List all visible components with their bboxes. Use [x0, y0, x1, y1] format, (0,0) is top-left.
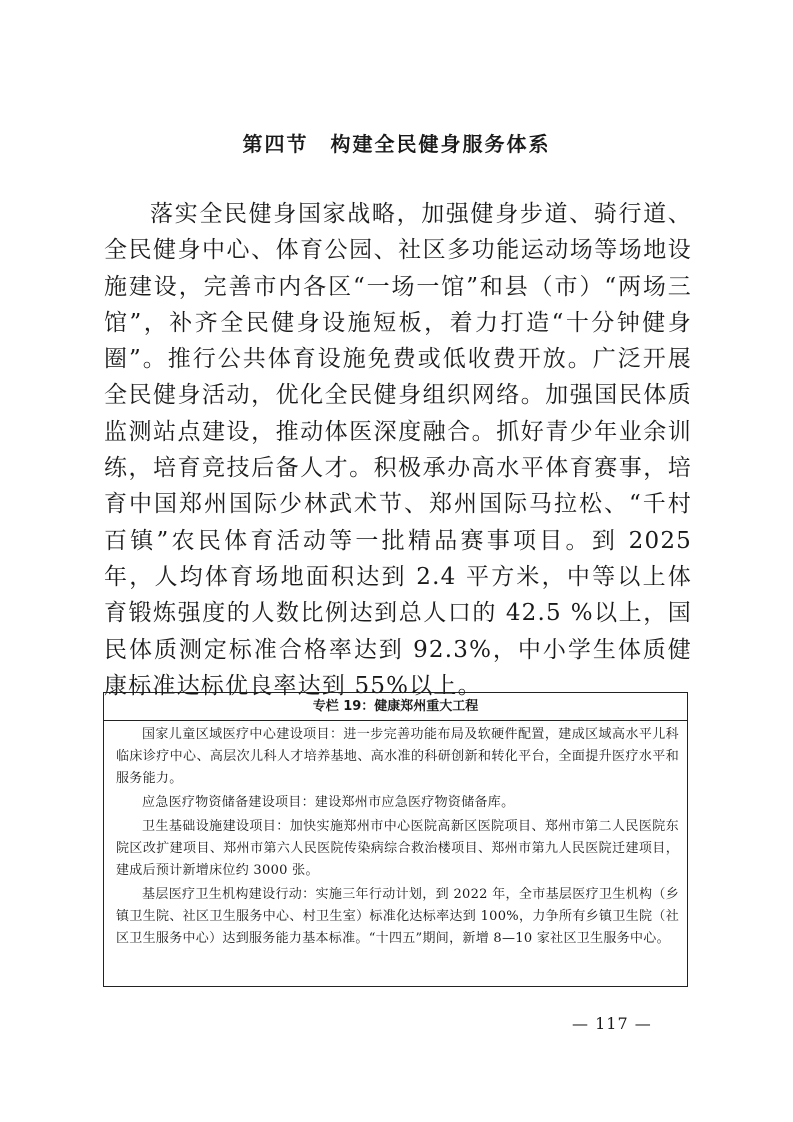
column-box	[103, 692, 688, 987]
section-heading	[0, 130, 793, 158]
section-title: 构建全民健身服务体系	[330, 132, 551, 156]
page-number: — 117 —	[572, 1014, 652, 1033]
column-item-emergency-supplies: 应急医疗物资储备建设项目：建设郑州市应急医疗物资储备库。	[142, 795, 515, 810]
column-item-primary-care: 基层医疗卫生机构建设行动：实施三年行动计划，到 2022 年，全市基层医疗卫生机构（乡镇卫生院、社区卫生服务中心、村卫生室）标准化达标率达到 100%，力争所有乡镇卫生院（社区卫生服务中心）达到服务能力基本标准。“十四五”期间，新增 8—10 家社区卫生服务中心。	[116, 887, 679, 946]
column-box-body	[104, 721, 687, 950]
section-number: 第四节	[242, 132, 309, 156]
column-box-header: 专栏 19：健康郑州重大工程	[104, 693, 687, 721]
column-item-health-infrastructure: 卫生基础设施建设项目：加快实施郑州市中心医院高新区医院项目、郑州市第二人民医院东院区改扩建项目、郑州市第六人民医院传染病综合救治楼项目、郑州市第九人民医院迁建项目，建成后预计新增床位约 3000 张。	[116, 819, 679, 878]
column-item-children-medical-center: 国家儿童区域医疗中心建设项目：进一步完善功能布局及软硬件配置，建成区域高水平儿科临床诊疗中心、高层次儿科人才培养基地、高水准的科研创新和转化平台，全面提升医疗水平和服务能力。	[116, 727, 679, 786]
body-paragraph: 落实全民健身国家战略，加强健身步道、骑行道、全民健身中心、体育公园、社区多功能运动场等场地设施建设，完善市内各区“一场一馆”和县（市）“两场三馆”，补齐全民健身设施短板，着力打造“十分钟健身圈”。推行公共体育设施免费或低收费开放。广泛开展全民健身活动，优化全民健身组织网络。加强国民体质监测站点建设，推动体医深度融合。抓好青少年业余训练，培育竞技后备人才。积极承办高水平体育赛事，培育中国郑州国际少林武术节、郑州国际马拉松、“千村百镇”农民体育活动等一批精品赛事项目。到 2025 年，人均体育场地面积达到 2.4 平方米，中等以上体育锻炼强度的人数比例达到总人口的 42.5 %以上，国民体质测定标准合格率达到 92.3%，中小学生体质健康标准达标优良率达到 55%以上。	[104, 201, 692, 699]
